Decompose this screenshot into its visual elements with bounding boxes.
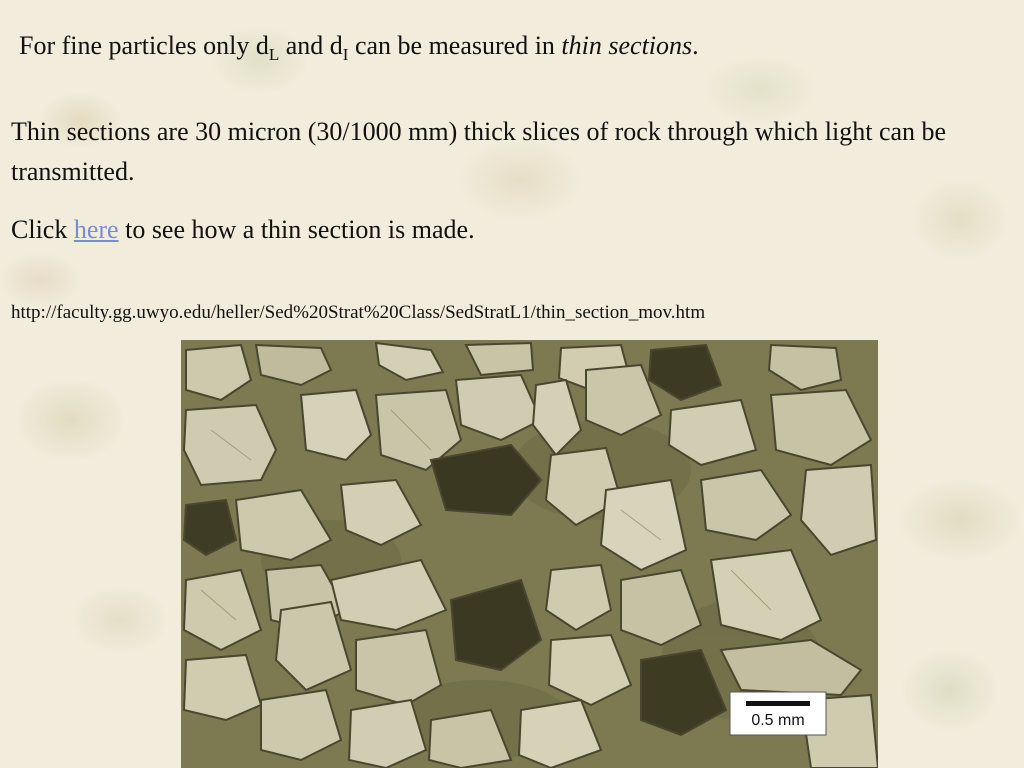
source-url: http://faculty.gg.uwyo.edu/heller/Sed%20Strat%20Class/SedStratL1/thin_section_mov.htm <box>11 302 706 323</box>
description-paragraph: Thin sections are 30 micron (30/1000 mm) thick slices of rock through which light can be transmitted. <box>11 117 947 186</box>
click-line <box>11 215 475 245</box>
heading-emphasis: thin sections <box>561 31 693 60</box>
heading-prefix: For fine particles only d <box>19 31 269 60</box>
click-after: to see how a thin section is made. <box>118 215 475 244</box>
scale-bar-label: 0.5 mm <box>751 712 805 729</box>
heading-period: . <box>692 31 699 60</box>
thin-section-micrograph <box>181 340 878 768</box>
heading <box>19 31 699 64</box>
heading-subscript-i: I <box>342 45 349 64</box>
heading-middle: and d <box>279 31 343 60</box>
here-link[interactable]: here <box>73 215 119 244</box>
micrograph-image <box>181 340 878 768</box>
click-before: Click <box>11 215 74 244</box>
heading-subscript-l: L <box>268 45 280 64</box>
heading-suffix: can be measured in <box>348 31 562 60</box>
